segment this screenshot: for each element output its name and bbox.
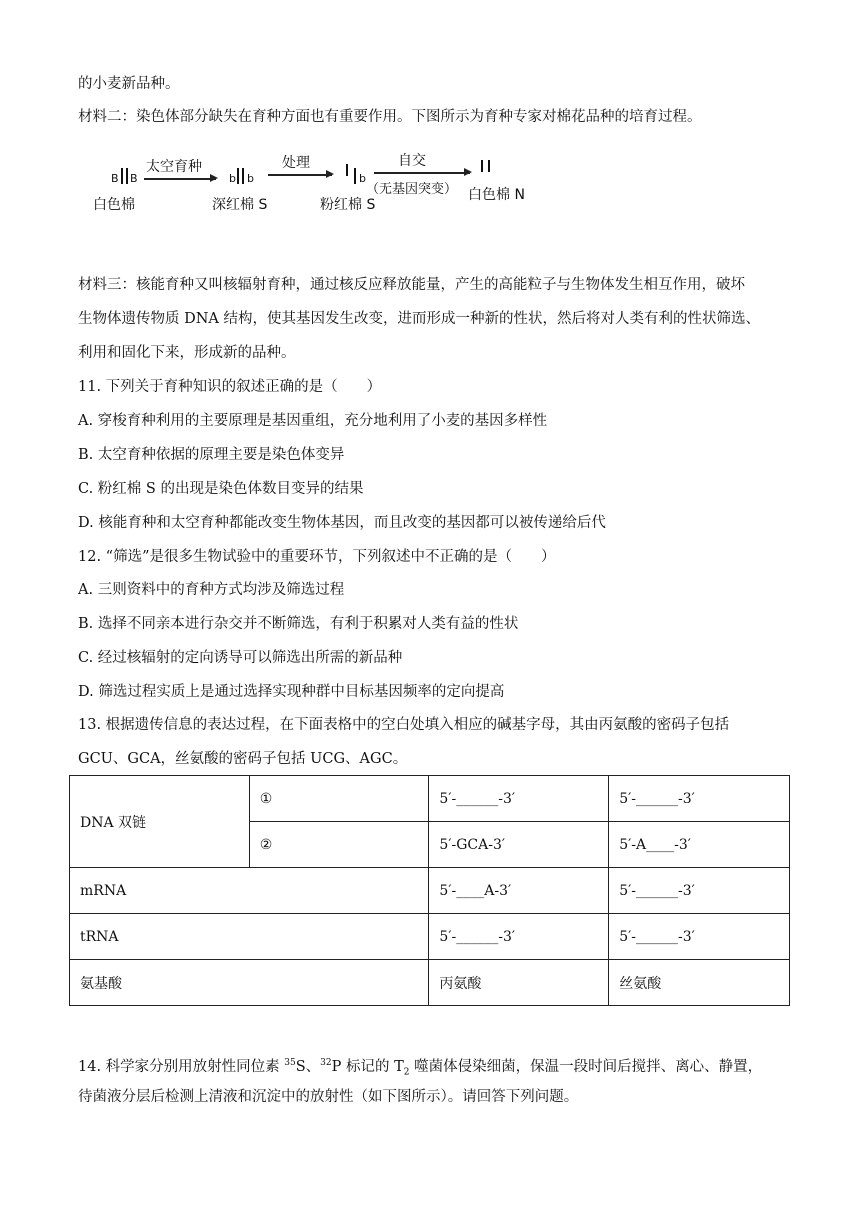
chromosome bbox=[237, 168, 239, 184]
question-12-option-d: D. 筛选过程实质上是通过选择实现种群中目标基因频率的定向提高 bbox=[78, 684, 505, 700]
text-run: S、 bbox=[295, 1058, 321, 1075]
arrow bbox=[374, 172, 470, 174]
chromosome bbox=[242, 168, 244, 184]
step-space-breeding: 太空育种 bbox=[146, 159, 202, 175]
chromosome bbox=[126, 168, 128, 184]
text-line: 材料三：核能育种又叫核辐射育种，通过核反应释放能量，产生的高能粒子与生物体发生相互作用，破坏 bbox=[78, 277, 745, 293]
table-cell: ① bbox=[249, 776, 429, 822]
question-12-option-c: C. 经过核辐射的定向诱导可以筛选出所需的新品种 bbox=[78, 650, 403, 666]
answer-blank: 5′-____A-3′ bbox=[429, 868, 609, 914]
table-cell: mRNA bbox=[70, 868, 429, 914]
text-line: 利用和固化下来，形成新的品种。 bbox=[78, 345, 296, 361]
question-12-stem: 12. “筛选”是很多生物试验中的重要环节，下列叙述中不正确的是（ ） bbox=[78, 549, 556, 565]
table-cell: 丙氨酸 bbox=[429, 960, 609, 1006]
answer-blank: 5′-A____-3′ bbox=[609, 822, 790, 868]
label-pink: 粉红棉 S bbox=[320, 197, 376, 213]
step-note: （无基因突变） bbox=[366, 182, 458, 197]
table-cell: 氨基酸 bbox=[70, 960, 429, 1006]
answer-blank: 5′-______-3′ bbox=[609, 914, 790, 960]
chromosome bbox=[354, 168, 356, 184]
question-12-option-a: A. 三则资料中的育种方式均涉及筛选过程 bbox=[78, 582, 345, 598]
allele-label: b bbox=[359, 172, 366, 185]
table-row bbox=[70, 868, 790, 914]
superscript: 32 bbox=[320, 1058, 332, 1068]
text-run: 14. 科学家分别用放射性同位素 bbox=[78, 1058, 285, 1075]
question-14-stem bbox=[78, 1053, 762, 1083]
arrow bbox=[268, 174, 332, 176]
allele-label: B bbox=[111, 172, 119, 185]
question-11-stem: 11. 下列关于育种知识的叙述正确的是（ ） bbox=[78, 379, 382, 395]
question-11-option-c: C. 粉红棉 S 的出现是染色体数目变异的结果 bbox=[78, 481, 364, 497]
question-13-stem: 13. 根据遗传信息的表达过程，在下面表格中的空白处填入相应的碱基字母，其由丙氨酸的密码子包括 bbox=[78, 717, 730, 733]
question-12-option-b: B. 选择不同亲本进行杂交并不断筛选，有利于积累对人类有益的性状 bbox=[78, 616, 519, 632]
step-treatment: 处理 bbox=[282, 155, 310, 171]
chromosome bbox=[121, 168, 123, 184]
answer-blank: 5′-______-3′ bbox=[609, 868, 790, 914]
table-cell: 5′-GCA-3′ bbox=[429, 822, 609, 868]
superscript: 35 bbox=[284, 1058, 296, 1068]
label-deep-red: 深红棉 S bbox=[212, 197, 268, 213]
text-run: 噬菌体侵染细菌，保温一段时间后搅拌、离心、静置， bbox=[409, 1058, 763, 1075]
chromosome bbox=[481, 160, 483, 172]
allele-label: b bbox=[229, 172, 236, 185]
chromosome bbox=[488, 160, 490, 172]
label-white-cotton: 白色棉 bbox=[93, 197, 135, 213]
table-cell: 丝氨酸 bbox=[609, 960, 790, 1006]
question-11-option-d: D. 核能育种和太空育种都能改变生物体基因，而且改变的基因都可以被传递给后代 bbox=[78, 515, 606, 531]
table-row bbox=[70, 776, 790, 822]
question-13-stem: GCU、GCA，丝氨酸的密码子包括 UCG、AGC。 bbox=[78, 751, 408, 767]
label-white-n: 白色棉 N bbox=[468, 187, 525, 203]
question-14-stem: 待菌液分层后检测上清液和沉淀中的放射性（如下图所示）。请回答下列问题。 bbox=[78, 1089, 579, 1105]
answer-blank: 5′-______-3′ bbox=[429, 914, 609, 960]
allele-label: b bbox=[247, 172, 254, 185]
question-11-option-b: B. 太空育种依据的原理主要是染色体变异 bbox=[78, 447, 345, 463]
table-cell: DNA 双链 bbox=[70, 776, 250, 868]
table-cell: tRNA bbox=[70, 914, 429, 960]
text-line: 材料二：染色体部分缺失在育种方面也有重要作用。下图所示为育种专家对棉花品种的培育过程。 bbox=[78, 109, 702, 125]
table-row bbox=[70, 960, 790, 1006]
text-line: 的小麦新品种。 bbox=[78, 76, 180, 92]
table-row bbox=[70, 914, 790, 960]
step-selfing: 自交 bbox=[398, 153, 426, 169]
answer-blank: 5′-______-3′ bbox=[429, 776, 609, 822]
chromosome bbox=[346, 164, 348, 176]
subscript: 2 bbox=[403, 1067, 410, 1078]
arrow bbox=[144, 178, 216, 180]
text-line: 生物体遗传物质 DNA 结构，使其基因发生改变，进而形成一种新的性状，然后将对人类有利的性状筛选、 bbox=[78, 311, 760, 327]
breeding-diagram bbox=[93, 146, 556, 216]
answer-blank: 5′-______-3′ bbox=[609, 776, 790, 822]
allele-label: B bbox=[130, 172, 138, 185]
table-cell: ② bbox=[249, 822, 429, 868]
codon-table bbox=[69, 775, 790, 1006]
text-run: P 标记的 T bbox=[331, 1058, 404, 1075]
question-11-option-a: A. 穿梭育种利用的主要原理是基因重组，充分地利用了小麦的基因多样性 bbox=[78, 413, 548, 429]
